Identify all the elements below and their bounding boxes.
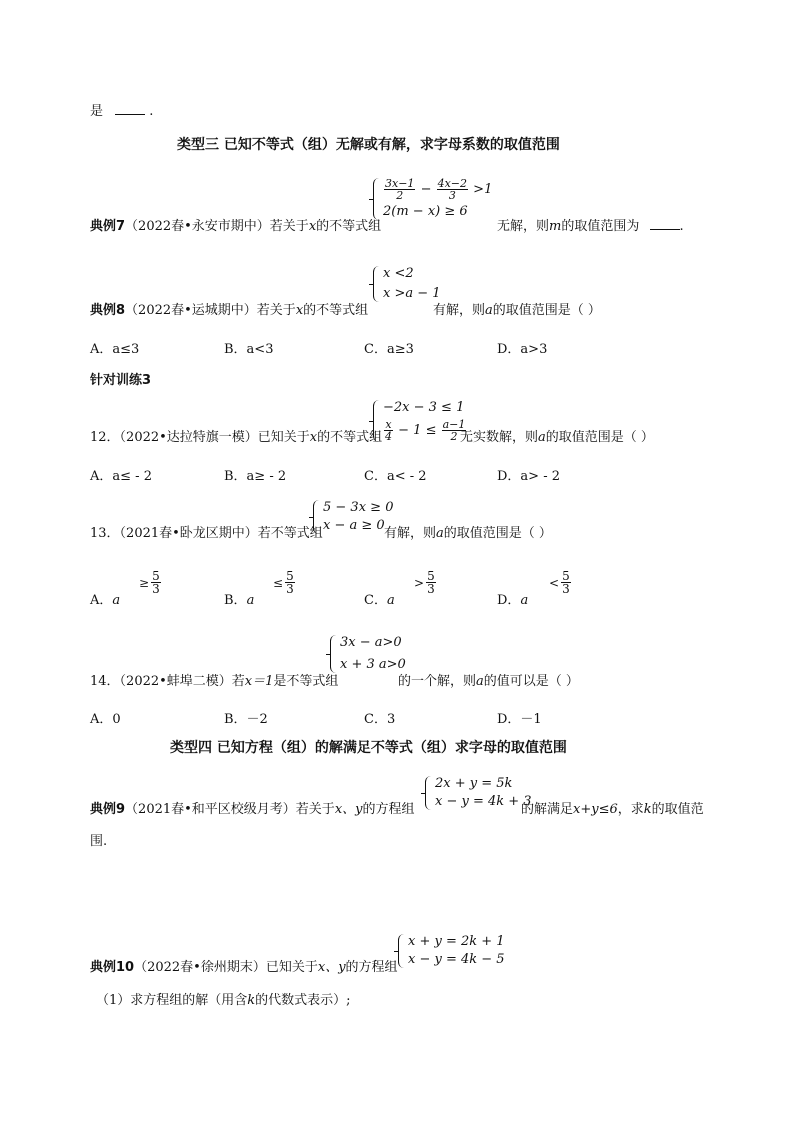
q12-option-a[interactable]: A．a≤ - 2 [90,469,152,484]
ex8-option-c[interactable]: C．a≥3 [364,342,414,357]
q13-option-a-frac: ≥ $\frac{5}{3}$ [139,569,160,596]
ex8-text: 典例8（2022春•运城期中）若关于x的不等式组 [90,303,369,318]
q14-option-d[interactable]: D．－1 [497,712,542,727]
q14-option-b[interactable]: B．－2 [224,712,268,727]
q13-option-b[interactable]: B．a [224,593,255,608]
ex9-text-after: 的解满足x+y≤6，求k的取值范 [521,802,704,817]
q13-system: 5 − 3x ≥ 0 x − a ≥ 0 [313,500,393,534]
q12-option-b[interactable]: B．a≥ - 2 [224,469,287,484]
brace-icon [373,266,380,302]
ex9-system: 2x + y = 5k x − y = 4k + 3 [425,776,532,810]
ex8-option-b[interactable]: B．a<3 [224,342,274,357]
q12-text: 12．（2022•达拉特旗一模）已知关于x的不等式组 [90,430,383,445]
q14-text-after: 的一个解，则a的值可以是（ ） [398,674,579,689]
q12-option-c[interactable]: C．a< - 2 [364,469,427,484]
ex7-text: 典例7（2022春•永安市期中）若关于x的不等式组 [90,219,382,234]
brace-icon [330,635,337,673]
q14-text: 14．（2022•蚌埠二模）若x＝1是不等式组 [90,674,339,689]
brace-icon [373,178,380,220]
ex7-text-after: 无解，则m的取值范围为 . [497,219,684,234]
q13-option-a[interactable]: A．a [90,593,121,608]
training-title-3: 针对训练3 [90,373,152,388]
brace-icon [398,934,405,968]
ex8-option-d[interactable]: D．a>3 [497,342,548,357]
q13-text-after: 有解，则a的取值范围是（ ） [384,526,552,541]
q12-text-after: 无实数解，则a的取值范围是（ ） [460,430,654,445]
ex8-system: x <2 x >a − 1 [373,266,441,302]
ex10-text: 典例10（2022春•徐州期末）已知关于x、y的方程组 [90,960,398,975]
answer-blank [650,228,680,230]
top-line: 是 . [90,104,154,119]
q13-option-c-frac: > 5 3 [414,569,435,596]
ex8-text-after: 有解，则a的取值范围是（ ） [433,303,601,318]
q14-option-a[interactable]: A．0 [90,712,121,727]
q12-system: −2x − 3 ≤ 1 $\frac{x}{4}$ − 1 ≤ $\frac{a-1}{2}$ [373,400,467,442]
ex8-option-a[interactable]: A．a≤3 [90,342,140,357]
q13-option-c[interactable]: C．a [364,593,395,608]
ex9-wrap: 围. [90,834,108,849]
q13-option-b-frac: ≤ $\frac{5}{3}$ [273,569,294,596]
ex9-text: 典例9（2021春•和平区校级月考）若关于x、y的方程组 [90,802,415,817]
ex10-sub1: （1）求方程组的解（用含k的代数式表示）; [96,993,351,1008]
brace-icon [425,776,432,810]
answer-blank [115,113,145,115]
q14-option-c[interactable]: C．3 [364,712,396,727]
ex7-system: $\frac{3x-1}{2}$ − $\frac{4x-2}{3}$ >1 2(m − x) ≥ 6 [373,178,492,220]
q13-text: 13．（2021春•卧龙区期中）若不等式组 [90,526,323,541]
q14-system: 3x − a>0 x + 3 a>0 [330,635,406,673]
q13-option-d-frac: < 5 3 [549,569,570,596]
ex10-system: x + y = 2k + 1 x − y = 4k − 5 [398,934,505,968]
section-title-4: 类型四 已知方程（组）的解满足不等式（组）求字母的取值范围 [170,740,567,756]
q12-option-d[interactable]: D．a> - 2 [497,469,560,484]
q13-option-d[interactable]: D．a [497,593,529,608]
section-title-3: 类型三 已知不等式（组）无解或有解，求字母系数的取值范围 [177,137,560,153]
